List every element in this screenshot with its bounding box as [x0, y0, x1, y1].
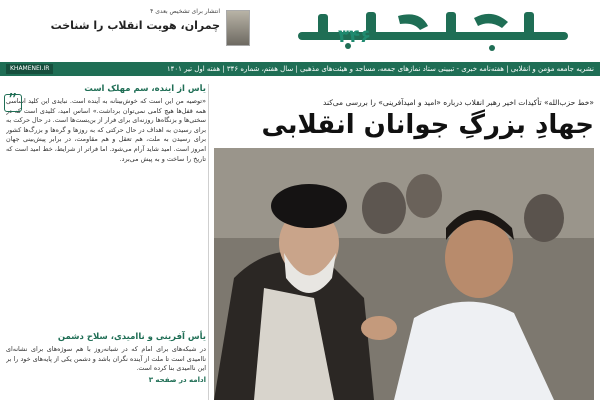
masthead: [0, 0, 600, 58]
headline-kicker: «خط حزب‌الله» تأکیدات اخیر رهبر انقلاب درباره «امید و امیدآفرینی» را بررسی می‌کند: [323, 98, 594, 107]
main-headline[interactable]: جهادِ بزرگِ جوانان انقلابی: [261, 110, 594, 140]
info-banner: [0, 62, 600, 76]
masthead-logo: [278, 6, 588, 54]
section2-title: یأس آفرینی و ناامیدی، سلاح دشمن: [57, 332, 206, 342]
side-note-caption: انتشار برای تشخیص بعدی ۴: [150, 8, 220, 15]
side-note-title: چمران، هویت انقلاب را شناخت: [50, 19, 220, 32]
section2: [6, 332, 206, 384]
left-article-column: [6, 84, 206, 400]
side-note-thumbnail: [226, 10, 250, 46]
continue-link[interactable]: ادامه در صفحه ۳: [148, 375, 206, 384]
section1-body: «توصیه من این است که خوش‌بینانه به آینده است. نبایدی این کلید اساسی همه قفل‌ها هیچ کامی نمی‌توان برداشت.» اساس امید، کلیدی است که در سختی‌ها و بزنگاه‌ها روزنه‌ای برای فرار از بن‌بست‌ها است. در حال حرکت به برای رسیدن به اهداف در حال حرکتی که به روزها و گره‌ها و بزرگ‌ها کشور برای رسیدن به ملت، هم تعقل و هم مقاومت، در برابر پیش‌بینی جهان امروز است. امید شاید آرام می‌شود. اما فراتر از شرایط، خط امید است که تاریخ را ساخت و به پیش می‌برد.: [6, 97, 206, 163]
side-note[interactable]: [10, 8, 220, 52]
cover-photo: [214, 148, 594, 400]
issue-number: ۳۴۶: [338, 26, 371, 47]
section2-body: در شبکه‌های برای امام که در شبانه‌روز با هم سوژه‌های برای نشانه‌ای ناامیدی است تا ملت از آینده نگران باشد و دشمن یکی از پایه‌های خود را بر این ناامیدی بنا کرده است.: [6, 345, 206, 373]
column-divider: [208, 84, 209, 400]
quote-icon: [4, 94, 22, 112]
section1-title: یأس از آینده، سم مهلک است: [84, 84, 206, 94]
banner-description: نشریه جامعه مؤمن و انقلابی | هفته‌نامه خبری - تبیینی ستاد نمازهای جمعه، مساجد و هیئت‌های مذهبی | سال هفتم، شماره ۳۴۶ | هفته اول تیر ۱۴۰۱: [166, 65, 594, 73]
site-badge[interactable]: KHAMENEI.IR: [6, 64, 53, 74]
